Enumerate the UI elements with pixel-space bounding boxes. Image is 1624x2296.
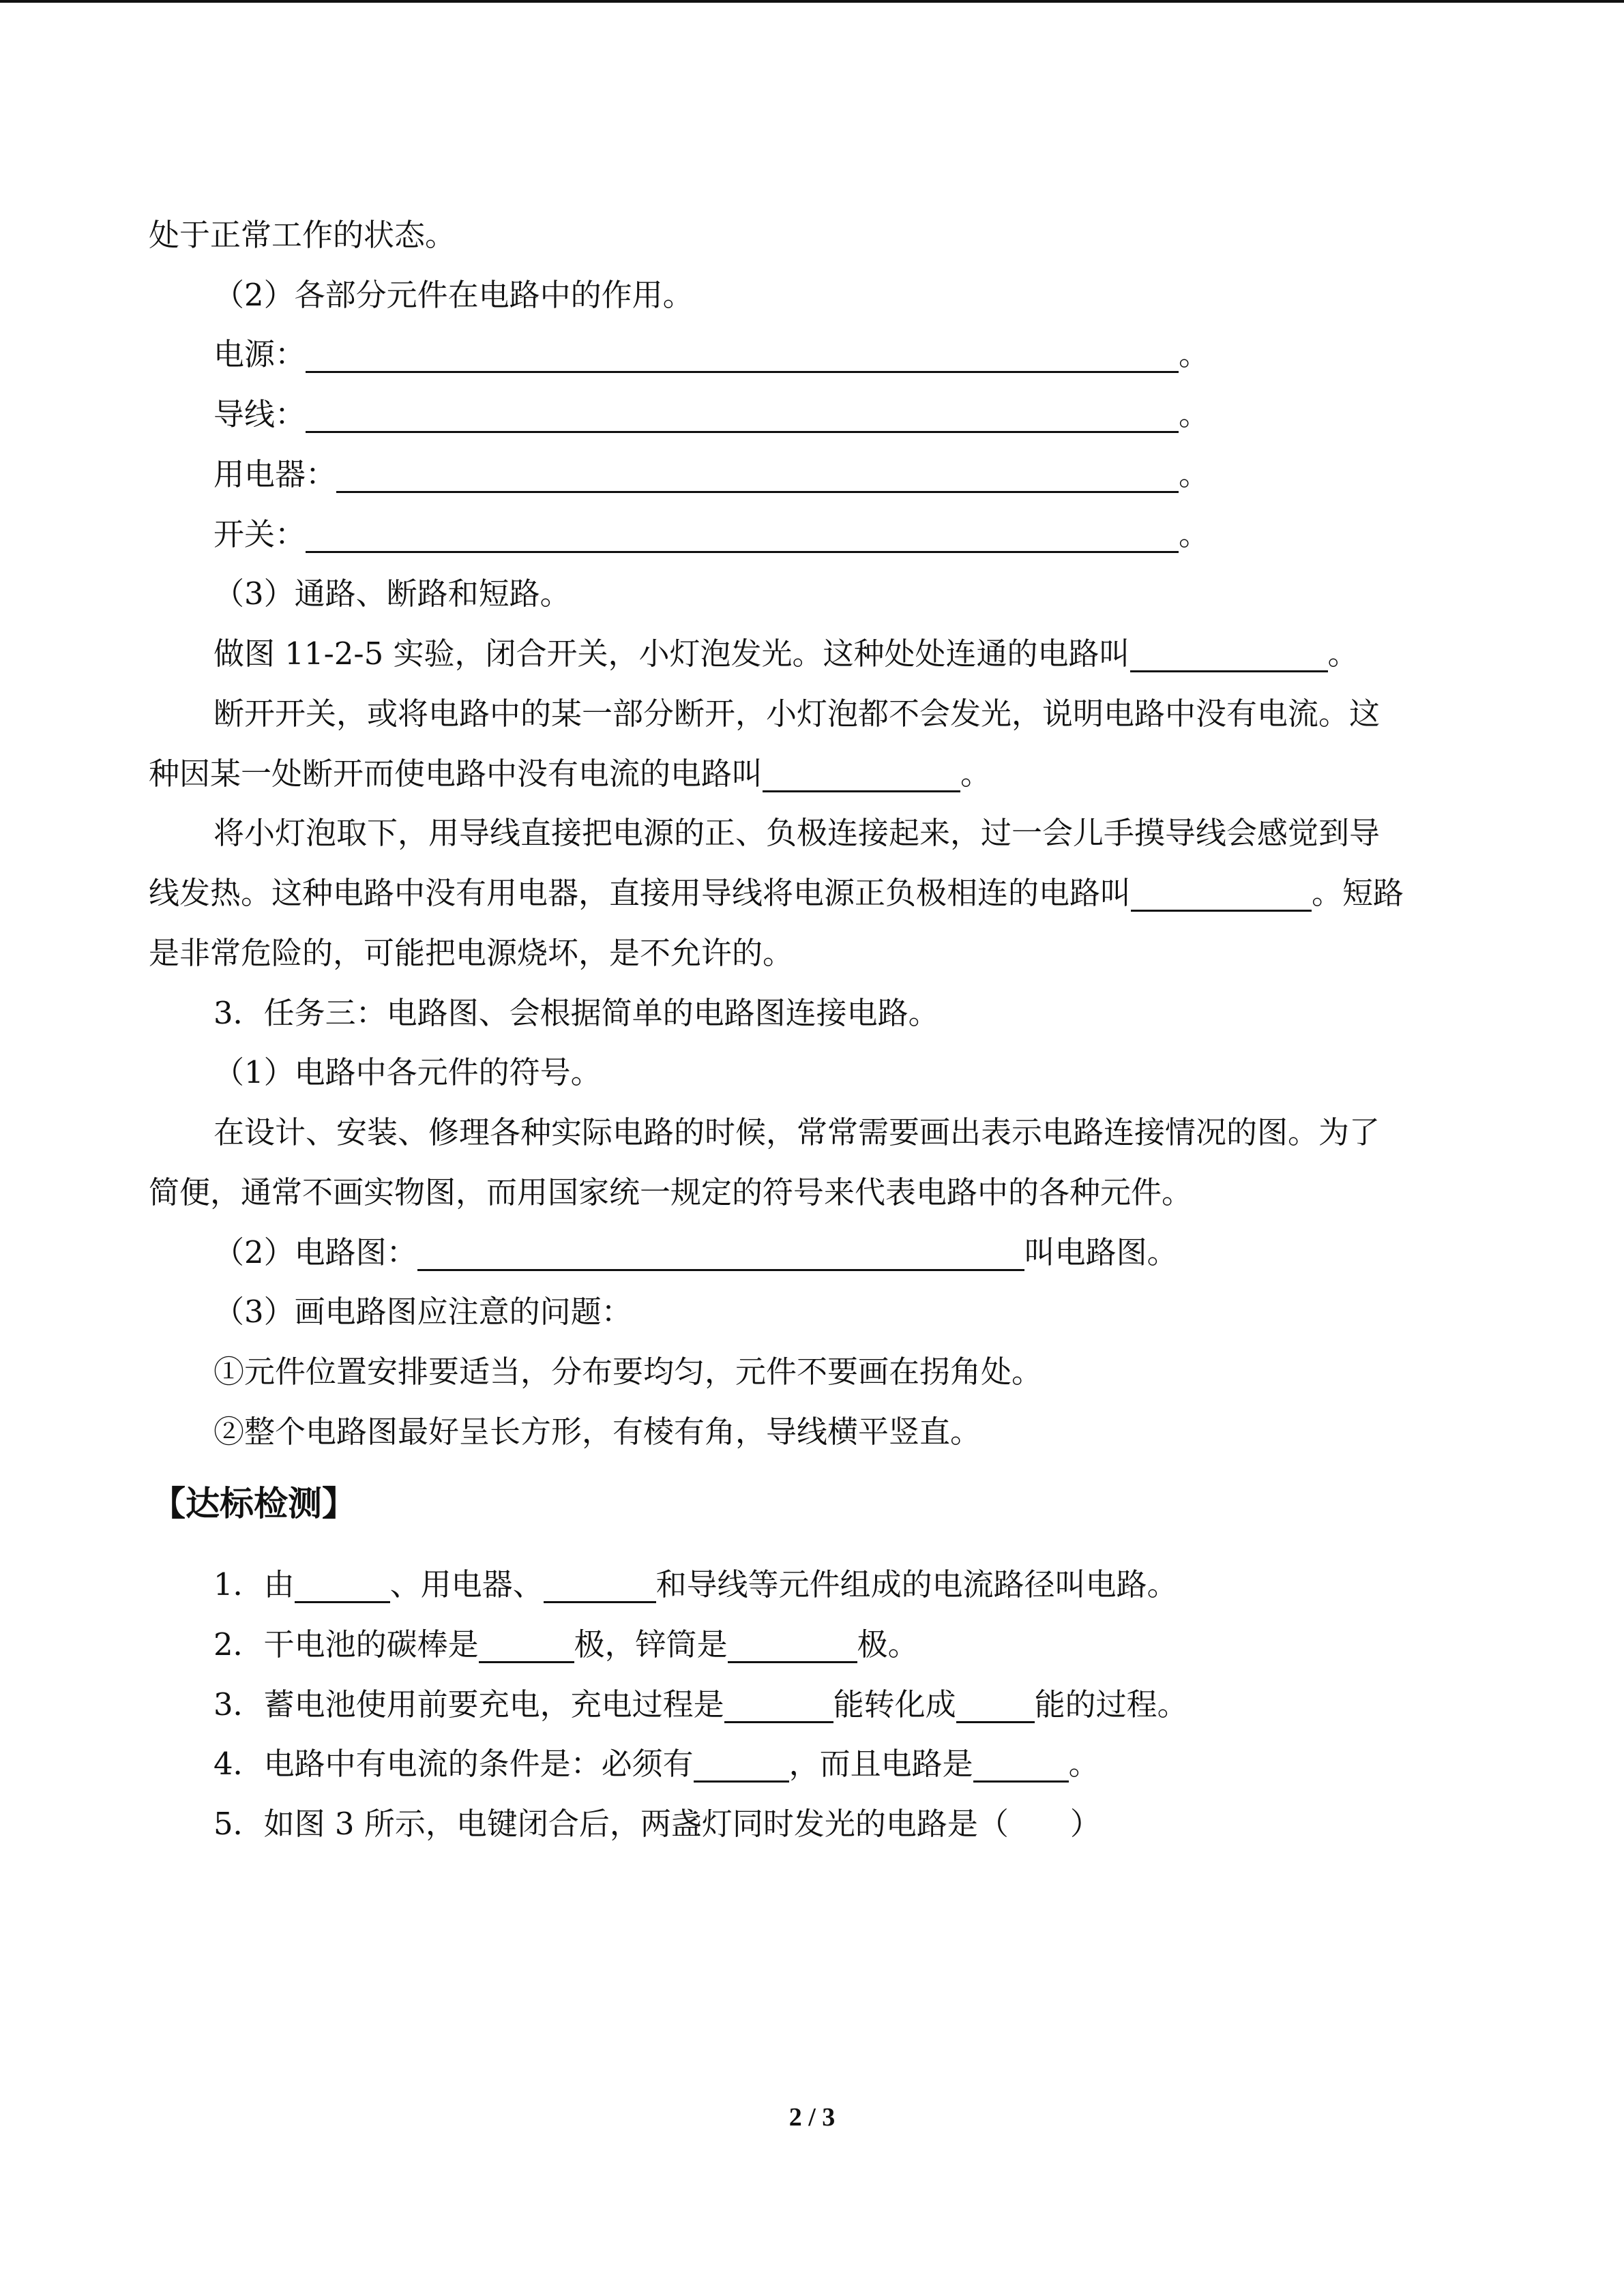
line-text: ②整个电路图最好呈长方形，有棱有角，导线横平竖直。 [213, 1414, 981, 1450]
fill-in-line-switch [0, 507, 1624, 562]
line-end-punctuation: 。 [1179, 396, 1210, 432]
answer-blank[interactable] [1130, 627, 1328, 672]
text-line [0, 567, 1624, 621]
question-3 [0, 1678, 1624, 1732]
field-label: 用电器： [213, 456, 337, 492]
fill-in-line-closed-circuit [0, 627, 1624, 681]
answer-blank[interactable] [1131, 866, 1312, 912]
line-text: （2）各部分元件在电路中的作用。 [213, 277, 694, 313]
text-line [0, 1345, 1624, 1399]
answer-blank[interactable] [336, 447, 1179, 493]
answer-blank[interactable] [728, 1617, 857, 1663]
question-text: 和导线等元件组成的电流路径叫电路。 [655, 1566, 1178, 1602]
line-text: 处于正常工作的状态。 [149, 217, 456, 253]
line-text: ①元件位置安排要适当，分布要均匀，元件不要画在拐角处。 [213, 1354, 1043, 1390]
answer-blank[interactable] [763, 747, 960, 792]
line-text: 做图 11-2-5 实验，闭合开关，小灯泡发光。这种处处连通的电路叫 [213, 636, 1130, 672]
text-line [0, 986, 1624, 1041]
answer-blank[interactable] [417, 1225, 1024, 1271]
answer-blank[interactable] [479, 1617, 574, 1663]
question-text: 极，锌筒是 [574, 1626, 728, 1663]
fill-in-line-open-circuit [0, 747, 1624, 801]
fill-in-line-wire [0, 387, 1624, 442]
answer-blank[interactable] [724, 1678, 833, 1723]
answer-blank[interactable] [956, 1678, 1035, 1723]
text-line [0, 926, 1624, 981]
text-line [0, 208, 1624, 263]
question-4 [0, 1737, 1624, 1791]
answer-blank[interactable] [694, 1737, 789, 1783]
question-text: 5．如图 3 所示，电键闭合后，两盏灯同时发光的电路是（ ） [213, 1806, 1101, 1842]
line-text: 将小灯泡取下，用导线直接把电源的正、负极连接起来，过一会儿手摸导线会感觉到导 [213, 815, 1381, 851]
top-border-line [0, 0, 1624, 3]
answer-blank[interactable] [306, 387, 1179, 433]
fill-in-line-short-circuit [0, 866, 1624, 921]
fill-in-line-power-source [0, 327, 1624, 382]
answer-blank[interactable] [973, 1737, 1069, 1783]
line-end-punctuation: 。 [1179, 456, 1210, 492]
question-text: 3．蓄电池使用前要充电，充电过程是 [213, 1686, 724, 1723]
question-1 [0, 1557, 1624, 1612]
line-end-text: 叫电路图。 [1024, 1234, 1178, 1270]
text-line [0, 1105, 1624, 1160]
text-line [0, 687, 1624, 741]
fill-in-line-circuit-diagram [0, 1225, 1624, 1280]
answer-blank[interactable] [306, 507, 1179, 553]
answer-blank[interactable] [306, 327, 1179, 373]
fill-in-line-appliance [0, 447, 1624, 502]
line-text: （3）通路、断路和短路。 [213, 576, 571, 612]
question-text: 能的过程。 [1034, 1686, 1188, 1723]
line-end-punctuation: 。 [1179, 516, 1210, 552]
text-line [0, 268, 1624, 323]
question-2 [0, 1617, 1624, 1672]
line-text: 是非常危险的，可能把电源烧坏，是不允许的。 [149, 935, 794, 971]
field-label: 电源： [213, 336, 306, 372]
line-end-punctuation: 。 [960, 756, 992, 792]
question-text: 。 [1068, 1746, 1099, 1782]
field-label: 导线： [213, 396, 306, 432]
line-text: （3）画电路图应注意的问题： [213, 1294, 632, 1330]
question-text: 4．电路中有电流的条件是：必须有 [213, 1746, 694, 1782]
text-line [0, 1285, 1624, 1339]
line-text: 种因某一处断开而使电路中没有电流的电路叫 [149, 756, 763, 792]
line-text: 简便，通常不画实物图，而用国家统一规定的符号来代表电路中的各种元件。 [149, 1174, 1193, 1210]
field-label: 开关： [213, 516, 306, 552]
line-text: （1）电路中各元件的符号。 [213, 1054, 602, 1090]
line-text: 3．任务三：电路图、会根据简单的电路图连接电路。 [213, 995, 939, 1031]
text-line [0, 1405, 1624, 1459]
question-text: 2．干电池的碳棒是 [213, 1626, 479, 1663]
answer-blank[interactable] [544, 1557, 656, 1603]
question-5 [0, 1797, 1624, 1851]
line-text: 在设计、安装、修理各种实际电路的时候，常常需要画出表示电路连接情况的图。为了 [213, 1114, 1381, 1150]
text-line [0, 1165, 1624, 1220]
answer-blank[interactable] [295, 1557, 390, 1603]
text-line [0, 806, 1624, 861]
question-text: 能转化成 [833, 1686, 956, 1723]
question-text: ，而且电路是 [788, 1746, 973, 1782]
page-number: 2 / 3 [788, 2103, 836, 2132]
line-end-punctuation: 。 [1327, 636, 1359, 672]
text-line [0, 1045, 1624, 1100]
question-text: 极。 [857, 1626, 919, 1663]
section-title: 【达标检测】 [151, 1484, 356, 1523]
field-label: （2）电路图： [213, 1234, 417, 1270]
line-text: 断开开关，或将电路中的某一部分断开，小灯泡都不会发光，说明电路中没有电流。这 [213, 696, 1381, 732]
line-text: 线发热。这种电路中没有用电器，直接用导线将电源正负极相连的电路叫 [149, 875, 1132, 911]
line-end-punctuation: 。 [1179, 336, 1210, 372]
question-text: 1．由 [213, 1566, 295, 1602]
question-text: 、用电器、 [389, 1566, 544, 1602]
line-end-text: 。短路 [1312, 875, 1404, 911]
